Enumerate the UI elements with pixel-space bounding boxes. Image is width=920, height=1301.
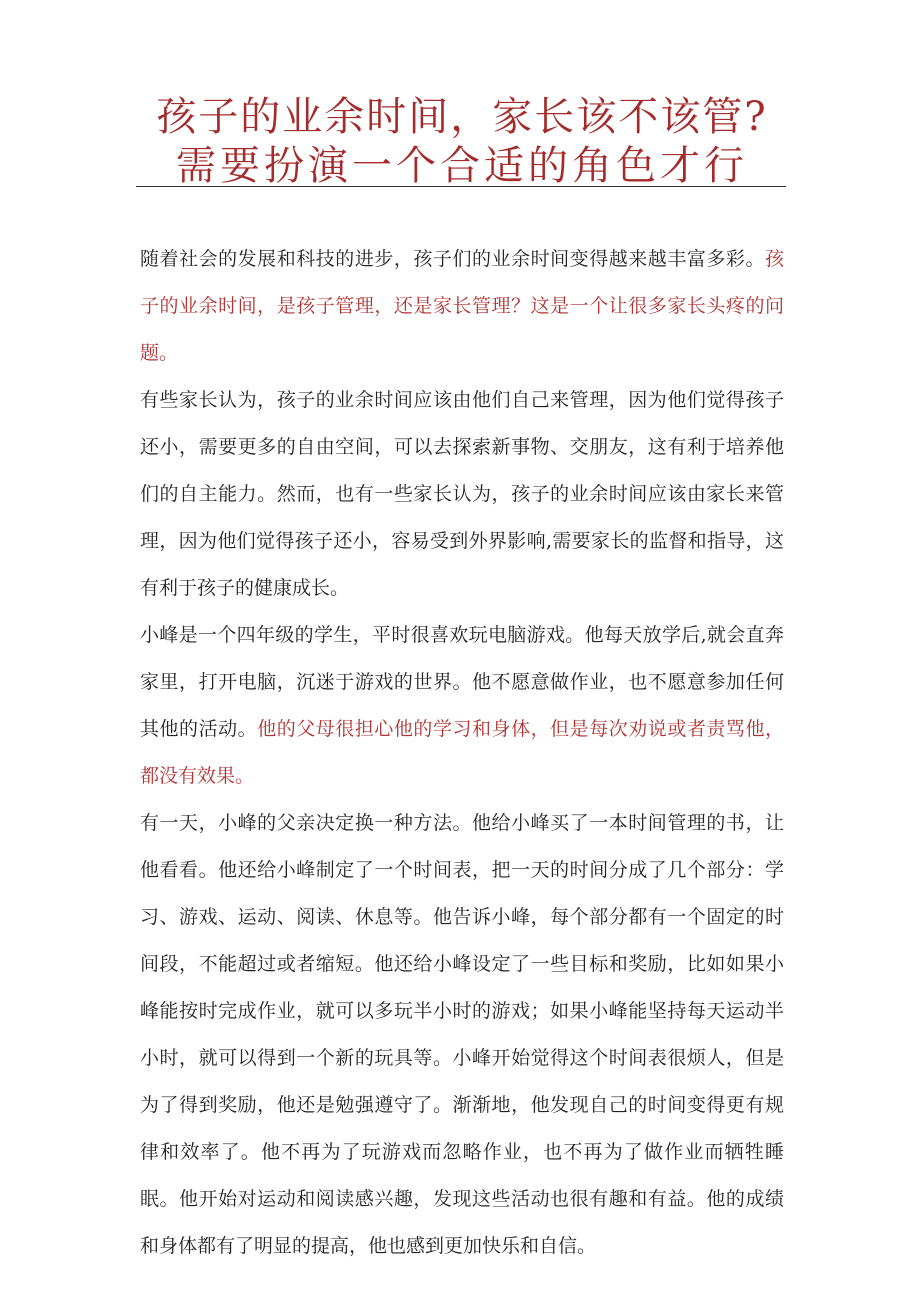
paragraph-xiaofeng-text: 小峰是一个四年级的学生，平时很喜欢玩电脑游戏。他每天放学后,就会直奔家里，打开电脑，沉迷于游戏的世界。他不愿意做作业，也不愿意参加任何其他的活动。 — [140, 624, 784, 740]
paragraph-intro-text: 随着社会的发展和科技的进步，孩子们的业余时间变得越来越丰富多彩。 — [140, 248, 765, 270]
paragraph-father-method-text: 有一天，小峰的父亲决定换一种方法。他给小峰买了一本时间管理的书，让他看看。他还给小峰制定了一个时间表，把一天的时间分成了几个部分：学习、游戏、运动、阅读、休息等。他告诉小峰，每个部分都有一个固定的时间段，不能超过或者缩短。他还给小峰设定了一些目标和奖励，比如如果小峰能按时完成作业，就可以多玩半小时的游戏；如果小峰能坚持每天运动半小时，就可以得到一个新的玩具等。小峰开始觉得这个时间表很烦人，但是为了得到奖励，他还是勉强遵守了。渐渐地，他发现自己的时间变得更有规律和效率了。他不再为了玩游戏而忽略作业，也不再为了做作业而牺牲睡眠。他开始对运动和阅读感兴趣，发现这些活动也很有趣和有益。他的成绩和身体都有了明显的提高，他也感到更加快乐和自信。 — [140, 812, 784, 1257]
document-title-line-1: 孩子的业余时间，家长该不该管? — [156, 94, 768, 140]
document-title-line-2: 需要扮演一个合适的角色才行 — [176, 143, 748, 189]
title-divider — [136, 186, 786, 187]
paragraph-intro-highlight: 孩子的业余时间，是孩子管理，还是家长管理？这是一个让很多家长头疼的问题。 — [140, 248, 784, 364]
paragraph-father-method — [140, 800, 784, 1270]
paragraph-opinions — [140, 377, 784, 612]
paragraph-intro — [140, 236, 784, 377]
paragraph-xiaofeng — [140, 612, 784, 800]
paragraph-opinions-text: 有些家长认为，孩子的业余时间应该由他们自己来管理，因为他们觉得孩子还小，需要更多的自由空间，可以去探索新事物、交朋友，这有利于培养他们的自主能力。然而，也有一些家长认为，孩子的业余时间应该由家长来管理，因为他们觉得孩子还小，容易受到外界影响,需要家长的监督和指导，这有利于孩子的健康成长。 — [140, 389, 784, 599]
paragraph-xiaofeng-highlight: 他的父母很担心他的学习和身体，但是每次劝说或者责骂他，都没有效果。 — [140, 718, 784, 787]
document-body — [140, 236, 784, 1270]
